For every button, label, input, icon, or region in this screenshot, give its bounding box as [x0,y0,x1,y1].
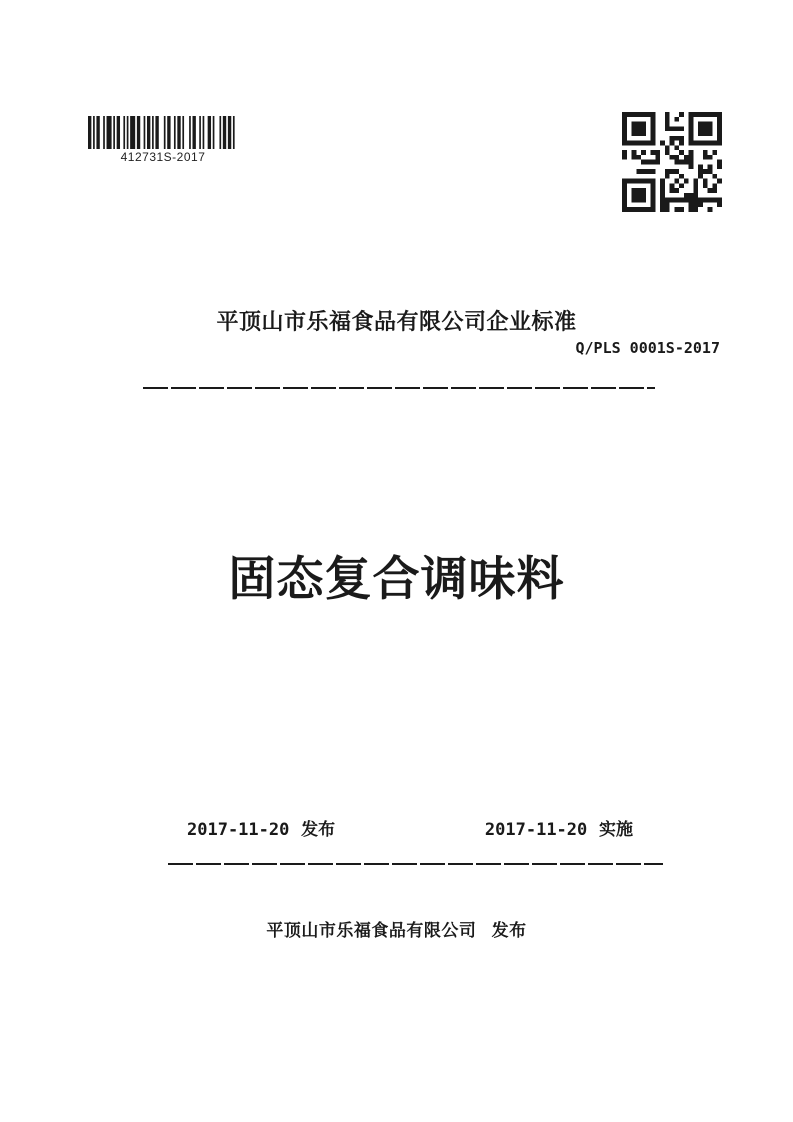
implement-date: 2017-11-20 [484,820,588,840]
implement-date-label: 实施 [599,820,633,839]
standard-doc-number: Q/PLS 0001S-2017 [575,339,720,357]
barcode-block [88,116,238,164]
publish-date-label: 发布 [301,820,336,839]
publisher-company: 平顶山市乐福食品有限公司 [266,921,477,940]
document-title: 固态复合调味料 [228,552,565,605]
qr-code-icon [622,112,722,212]
publish-date: 2017-11-20 [187,820,290,840]
barcode-icon [88,116,238,149]
barcode-number: 412731S-2017 [120,150,206,164]
publisher-label: 发布 [491,921,527,940]
top-rule-divider [143,387,655,389]
bottom-rule-divider [168,863,663,865]
publisher-line [0,916,793,941]
publish-date-line [187,815,335,840]
standard-org-heading: 平顶山市乐福食品有限公司企业标准 [216,309,577,334]
implement-date-line [485,815,633,840]
